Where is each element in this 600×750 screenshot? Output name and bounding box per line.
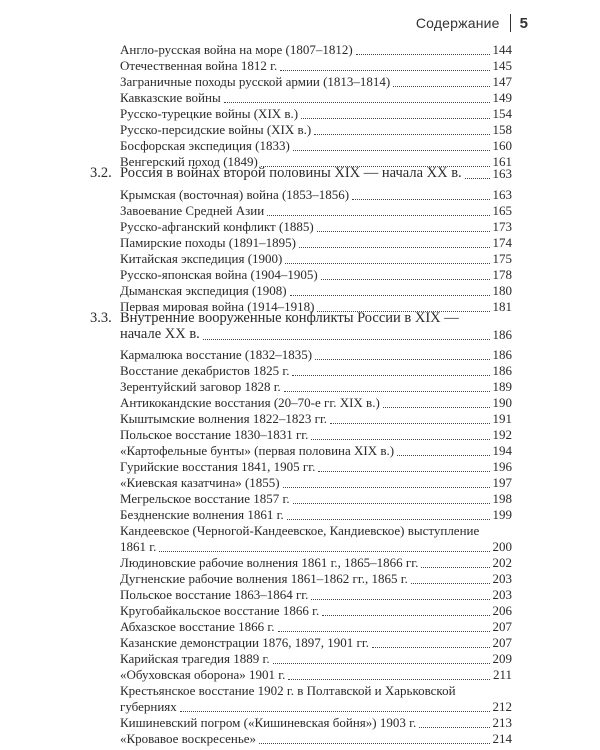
toc-entry[interactable] [120, 379, 512, 395]
toc-entry-title: Зерентуйский заговор 1828 г. [120, 379, 281, 394]
dot-leader [311, 599, 489, 600]
dot-leader [292, 375, 489, 376]
toc-entry-title: Антикокандские восстания (20–70-е гг. XIX в.) [120, 395, 380, 410]
toc-entry-title: Казанские демонстрации 1876, 1897, 1901 гг. [120, 635, 369, 650]
toc-entry-title: Абхазское восстание 1866 г. [120, 619, 275, 634]
toc-entry-title: Бездненские волнения 1861 г. [120, 507, 284, 522]
toc-entry-page: 160 [492, 138, 512, 153]
toc-entry[interactable] [120, 58, 512, 74]
toc-entry-page: 213 [492, 715, 512, 730]
toc-entry-page: 161 [492, 154, 512, 169]
dot-leader [421, 567, 489, 568]
dot-leader [411, 583, 490, 584]
toc-entry[interactable] [120, 363, 512, 379]
toc-entry[interactable] [120, 731, 512, 747]
dot-leader [330, 423, 489, 424]
toc-entry-page: 173 [492, 219, 512, 234]
toc-entry-title: Памирские походы (1891–1895) [120, 235, 296, 250]
dot-leader [224, 102, 490, 103]
dot-leader [280, 70, 489, 71]
dot-leader [321, 279, 490, 280]
toc-entry-line1: Кандеевское (Черногой-Кандеевское, Кандиевское) выступление [120, 523, 480, 538]
toc-entry-title: Польское восстание 1830–1831 гг. [120, 427, 309, 442]
toc-entry[interactable] [120, 219, 512, 235]
page-number: 5 [519, 14, 528, 32]
toc-entry[interactable] [120, 395, 512, 411]
toc-entry-page: 194 [492, 443, 512, 458]
dot-leader [203, 339, 490, 340]
dot-leader [322, 615, 489, 616]
dot-leader [318, 471, 489, 472]
section-number: 3.2. [90, 165, 112, 181]
toc-section-3-2[interactable] [120, 165, 512, 182]
dot-leader [259, 743, 489, 744]
toc-entry[interactable] [120, 603, 512, 619]
toc-entry[interactable] [120, 619, 512, 635]
toc-entry-page: 200 [492, 539, 512, 554]
toc-entry-page: 163 [492, 166, 512, 181]
toc-entry-title: Мегрельское восстание 1857 г. [120, 491, 290, 506]
toc-entry[interactable] [120, 251, 512, 267]
toc-entry-page: 192 [492, 427, 512, 442]
toc-entry-title: Венгерский поход (1849) [120, 154, 258, 169]
toc-entry[interactable] [120, 651, 512, 667]
toc-entry-title: Кыштымские волнения 1822–1823 гг. [120, 411, 328, 426]
toc-entry-title: губерниях [120, 699, 177, 714]
dot-leader [317, 231, 490, 232]
toc-entry-page: 203 [492, 587, 512, 602]
dot-leader [383, 407, 490, 408]
toc-entry-page: 198 [492, 491, 512, 506]
section-title: Россия в войнах второй половины XIX — начала XX в. [120, 165, 462, 181]
toc-entry-title: Босфорская экспедиция (1833) [120, 138, 290, 153]
toc-entry-title: Людиновские рабочие волнения 1861 г., 1865–1866 гг. [120, 555, 419, 570]
dot-leader [311, 439, 489, 440]
toc-entry-title: Отечественная война 1812 г. [120, 58, 278, 73]
toc-entry-title: Русско-японская война (1904–1905) [120, 267, 318, 282]
dot-leader [397, 455, 489, 456]
toc-entry-page: 212 [492, 699, 512, 714]
toc-entry[interactable] [120, 459, 512, 475]
dot-leader [287, 519, 490, 520]
toc-entry-page: 178 [492, 267, 512, 282]
toc-entry-page: 196 [492, 459, 512, 474]
toc-entry-page: 197 [492, 475, 512, 490]
toc-entry-page: 154 [492, 106, 512, 121]
toc-entry-page: 165 [492, 203, 512, 218]
toc-entry[interactable] [120, 635, 512, 651]
toc-entry-page: 207 [492, 635, 512, 650]
dot-leader [393, 86, 489, 87]
toc-entry-page: 214 [492, 731, 512, 746]
toc-entry[interactable] [120, 587, 512, 603]
toc-entry-title: Китайская экспедиция (1900) [120, 251, 283, 266]
toc-entry[interactable] [120, 106, 512, 122]
toc-entry-title: Карийская трагедия 1889 г. [120, 651, 270, 666]
dot-leader [273, 663, 490, 664]
toc-section-3-3[interactable] [120, 326, 512, 343]
toc-entry-page: 202 [492, 555, 512, 570]
header-title: Содержание [415, 15, 500, 31]
toc-entry-title: Завоевание Средней Азии [120, 203, 265, 218]
dot-leader [284, 391, 490, 392]
toc-entry-page: 158 [492, 122, 512, 137]
dot-leader [299, 247, 490, 248]
toc-entry-page: 144 [492, 42, 512, 57]
dot-leader [180, 711, 490, 712]
toc-entry-page: 145 [492, 58, 512, 73]
toc-entry-page: 186 [492, 363, 512, 378]
toc-entry-title: Гурийские восстания 1841, 1905 гг. [120, 459, 316, 474]
toc-entry-title: Русско-афганский конфликт (1885) [120, 219, 314, 234]
toc-entry-page: 149 [492, 90, 512, 105]
dot-leader [283, 487, 490, 488]
dot-leader [278, 631, 490, 632]
dot-leader [356, 54, 490, 55]
dot-leader [301, 118, 489, 119]
toc-entry-title: Кишиневский погром («Кишиневская бойня») 1903 г. [120, 715, 417, 730]
dot-leader [314, 134, 489, 135]
toc-entry-title: Кругобайкальское восстание 1866 г. [120, 603, 320, 618]
toc-entry[interactable] [120, 267, 512, 283]
toc-entry-title: Польское восстание 1863–1864 гг. [120, 587, 309, 602]
dot-leader [288, 679, 490, 680]
toc-entry-page: 175 [492, 251, 512, 266]
toc-entry[interactable] [120, 427, 512, 443]
dot-leader [285, 263, 489, 264]
section-number: 3.3. [90, 310, 112, 326]
toc-entry[interactable] [120, 187, 512, 203]
section-title-line1: Внутренние вооруженные конфликты России в XIX — [120, 310, 459, 326]
toc-entry-page: 209 [492, 651, 512, 666]
toc-entry[interactable] [120, 122, 512, 138]
toc-entry-title: Кармалюка восстание (1832–1835) [120, 347, 313, 362]
toc-entry-title: Дугненские рабочие волнения 1861–1862 гг., 1865 г. [120, 571, 408, 586]
dot-leader [315, 359, 489, 360]
toc-entry-page: 189 [492, 379, 512, 394]
toc-entry-page: 186 [492, 327, 512, 342]
toc-entry-page: 206 [492, 603, 512, 618]
toc-entry[interactable] [120, 491, 512, 507]
toc-entry-title: Англо-русская война на море (1807–1812) [120, 42, 353, 57]
toc-entry-title: Крымская (восточная) война (1853–1856) [120, 187, 350, 202]
toc-entry[interactable] [120, 90, 512, 106]
toc-entry[interactable] [120, 203, 512, 219]
toc-entry[interactable] [120, 235, 512, 251]
toc-entry-page: 147 [492, 74, 512, 89]
toc-entry-title: Восстание декабристов 1825 г. [120, 363, 290, 378]
toc-entry[interactable] [120, 42, 512, 58]
toc-entry-title: Русско-турецкие войны (XIX в.) [120, 106, 299, 121]
toc-entry-page: 211 [492, 667, 512, 682]
toc-entry[interactable] [120, 539, 512, 555]
header-divider [510, 14, 511, 32]
toc-entry-page: 186 [492, 347, 512, 362]
toc-entry[interactable] [120, 283, 512, 299]
dot-leader [293, 150, 490, 151]
dot-leader [352, 199, 489, 200]
toc-entry-title: «Картофельные бунты» (первая половина XIX в.) [120, 443, 395, 458]
dot-leader [465, 178, 490, 179]
toc-entry-page: 180 [492, 283, 512, 298]
dot-leader [293, 503, 490, 504]
toc-entry-title: «Обуховская оборона» 1901 г. [120, 667, 286, 682]
toc-entry-title: Первая мировая война (1914–1918) [120, 299, 315, 314]
toc-entry[interactable] [120, 443, 512, 459]
toc-entry-title: Русско-персидские войны (XIX в.) [120, 122, 312, 137]
toc-entry[interactable] [120, 475, 512, 491]
toc-entry-page: 203 [492, 571, 512, 586]
toc-entry-page: 199 [492, 507, 512, 522]
toc-entry[interactable] [120, 74, 512, 90]
toc-entry[interactable] [120, 699, 512, 715]
running-header [0, 14, 528, 32]
toc-entry-line1: Крестьянское восстание 1902 г. в Полтавской и Харьковской [120, 683, 456, 698]
toc-entry-title: Заграничные походы русской армии (1813–1814) [120, 74, 391, 89]
toc-entry-page: 207 [492, 619, 512, 634]
toc-entry[interactable] [120, 667, 512, 683]
toc-entry-page: 191 [492, 411, 512, 426]
toc-entry[interactable] [120, 555, 512, 571]
toc-entry-title: «Киевская казатчина» (1855) [120, 475, 280, 490]
toc-entry-title: Дыманская экспедиция (1908) [120, 283, 287, 298]
dot-leader [267, 215, 489, 216]
toc-entry[interactable] [120, 138, 512, 154]
toc-entry-page: 181 [492, 299, 512, 314]
toc-entry[interactable] [120, 715, 512, 731]
toc-entry-page: 190 [492, 395, 512, 410]
toc-entry-page: 163 [492, 187, 512, 202]
toc-entry-page: 174 [492, 235, 512, 250]
toc-entry[interactable] [120, 571, 512, 587]
dot-leader [419, 727, 489, 728]
toc-entry-title: «Кровавое воскресенье» [120, 731, 257, 746]
toc-entry-title: Кавказские войны [120, 90, 221, 105]
dot-leader [159, 551, 489, 552]
section-title-line2: начале XX в. [120, 326, 200, 342]
dot-leader [372, 647, 490, 648]
dot-leader [290, 295, 490, 296]
toc-entry-title: 1861 г. [120, 539, 157, 554]
toc-entry[interactable] [120, 507, 512, 523]
toc-entry[interactable] [120, 347, 512, 363]
toc-entry[interactable] [120, 411, 512, 427]
